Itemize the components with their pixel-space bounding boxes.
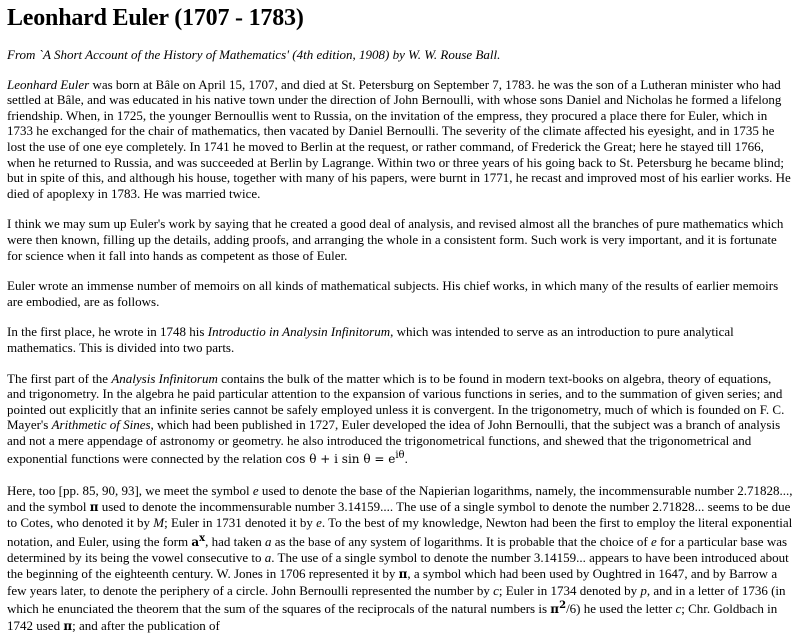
paragraph-summary: I think we may sum up Euler's work by saying that he created a good deal of analysis, and revised almost all the branches of pure mathematics which were then known, filling up the details, adding proofs, and arranging the whole in a consistent form. Such work is very important, and it is fortunate for science when it fall into hands as competent as those of Euler. [7,216,784,263]
work-title: Introductio in Analysin Infinitorum [207,324,391,340]
euler-formula: cos θ + i $\sin \theta = e^{i\theta}$ [285,450,405,467]
subject-name: Leonhard Euler [7,76,90,92]
work-title: Arithmetic of Sines [51,417,151,433]
paragraph-notation: Here, too [pp. 85, 90, 93], we meet the symbol e used to denote the base of the Napierian logarithms, namely, the incommensurable number 2.71828..., and the symbol π used to denote the incommensurable number 3.14159.... The use of a single symbol to denote the number 2.71828... seems to be due to Cotes, who denoted it by M; Euler in 1731 denoted it by e. To the best of my knowledge, Newton had been the first to employ the literal exponential notation, and Euler, using the form $a^x$, had taken a as the base of any system of logarithms. It is probable that the choice of e for a particular base was determined by its being the vowel consecutive to a. The use of a single symbol to denote the number 3.14159... appears to have been introduced about the beginning of the eighteenth century. W. Jones in 1706 represented it by π, a symbol which had been used by Oughtred in 1647, and by Barrow a few years later, to denote the periphery of a circle. John Bernoulli represented the number by c; Euler in 1734 denoted by p, and in a letter of 1736 (in which he enunciated the theorem that the sum of the squares of the reciprocals of the natural numbers is $\pi^2/6$) he used the letter c; Chr. Goldbach in 1742 used π; and after the publication of [7,483,793,633]
paragraph-introductio: In the first place, he wrote in 1748 his Introductio in Analysin Infinitorum, which was intended to serve as an introduction to pure analytical mathematics. This is divided into two parts. [7,324,734,355]
work-title: Analysis Infinitorum [111,370,218,386]
ax-notation: $a^x$ [191,532,206,549]
paragraph-biography: Leonhard Euler was born at Bâle on April 15, 1707, and died at St. Petersburg on September 7, 1783. he was the son of a Lutheran minister who had settled at Bâle, and was educated in his native town under the direction of John Bernoulli, with whose sons Daniel and Nicholas he formed a lifelong friendship. When, in 1725, the younger Bernoullis went to Russia, on the invitation of the empress, they procured a place there for Euler, which in 1733 he exchanged for the chair of mathematics, then vacated by Daniel Bernoulli. The severity of the climate affected his eyesight, and in 1735 he lost the use of one eye completely. In 1741 he moved to Berlin at the request, or rather command, of Frederick the Great; here he stayed till 1766, when he returned to Russia, and was succeeded at Berlin by Lagrange. Within two or three years of his going back to St. Petersburg he became blind; but in spite of this, and although his house, together with many of his papers, were burnt in 1771, he recast and improved most of his earlier works. He died of apoplexy in 1783. He was married twice. [7,76,791,201]
paragraph-works-intro: Euler wrote an immense number of memoirs on all kinds of mathematical subjects. His chief works, in which many of the results of earlier memoirs are embodied, are as follows. [7,278,779,309]
source-citation: From `A Short Account of the History of Mathematics' (4th edition, 1908) by W. W. Rouse Ball. [7,47,501,62]
page-title: Leonhard Euler (1707 - 1783) [7,5,304,31]
paragraph-analysis: The first part of the Analysis Infinitorum contains the bulk of the matter which is to be found in modern text-books on algebra, theory of equations, and trigonometry. In the algebra he paid particular attention to the expansion of various functions in series, and to the summation of given series; and pointed out explicitly that an infinite series cannot be safely employed unless it is convergent. In the trigonometry, much of which is founded on F. C. Mayer's Arithmetic of Sines, which had been published in 1727, Euler developed the idea of John Bernoulli, that the subject was a branch of analysis and not a mere appendage of astronomy or geometry. he also introduced the trigonometrical functions, and shewed that the trigonometrical and exponential functions were connected by the relation cos θ + i $\sin \theta = e^{i\theta}$. [7,370,785,467]
